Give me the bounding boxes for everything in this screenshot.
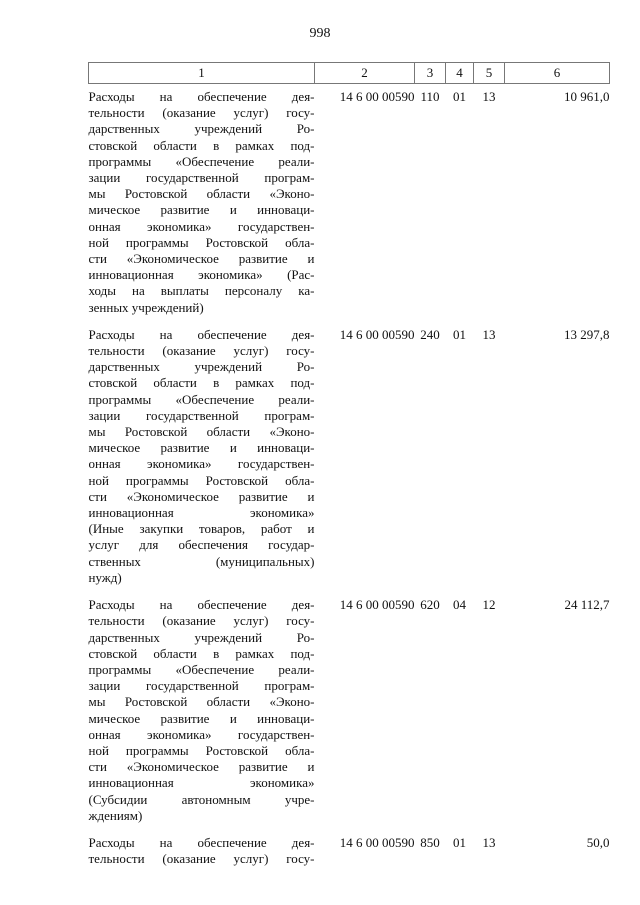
description-line: онная экономика» государствен-	[88, 218, 315, 234]
page-number: 998	[309, 26, 331, 41]
subsection-code: 13	[482, 834, 496, 850]
target-article-code: 14 6 00 00590	[339, 89, 415, 104]
row-description	[89, 322, 315, 592]
description-line: мы Ростовской области «Эконо-	[88, 186, 315, 202]
row-description	[89, 830, 315, 873]
subsection-code: 12	[482, 597, 496, 613]
description-line: стовской области в рамках под-	[88, 645, 315, 661]
amount-value: 50,0	[586, 834, 610, 850]
subsection-code: 13	[482, 326, 496, 342]
subsection-code: 13	[482, 89, 496, 104]
description-line: Расходы на обеспечение дея-	[88, 834, 315, 850]
description-line: зенных учреждений)	[88, 299, 204, 315]
expense-type-code: 240	[420, 326, 440, 342]
table-row	[89, 84, 610, 322]
description-line: инновационная экономика»	[88, 505, 315, 521]
column-header: 2	[315, 63, 415, 84]
description-line: программы «Обеспечение реали-	[88, 153, 315, 169]
description-line: ственных (муниципальных)	[88, 553, 315, 569]
description-line: инновационная экономика» (Рас-	[88, 267, 315, 283]
description-line: мическое развитие и инноваци-	[88, 710, 315, 726]
description-line: зации государственной програм-	[88, 678, 315, 694]
description-line: ной программы Ростовской обла-	[88, 472, 315, 488]
row-description	[89, 84, 315, 322]
amount-value: 24 112,7	[564, 597, 610, 613]
table-row	[89, 830, 610, 873]
section-code: 01	[453, 326, 466, 342]
description-line: ждениям)	[88, 807, 143, 823]
description-line: программы «Обеспечение реали-	[88, 391, 315, 407]
budget-table	[88, 62, 610, 873]
description-line: мическое развитие и инноваци-	[88, 202, 315, 218]
description-line: сти «Экономическое развитие и	[88, 488, 315, 504]
section-code: 04	[453, 597, 466, 613]
target-article-code: 14 6 00 00590	[339, 326, 415, 342]
description-line: тельности (оказание услуг) госу-	[88, 343, 315, 359]
table-row	[89, 322, 610, 592]
description-line: онная экономика» государствен-	[88, 726, 315, 742]
description-line: дарственных учреждений Ро-	[88, 121, 315, 137]
section-code: 01	[453, 834, 466, 850]
description-line: нужд)	[88, 569, 122, 585]
column-header: 6	[505, 63, 610, 84]
description-line: дарственных учреждений Ро-	[88, 359, 315, 375]
description-line: онная экономика» государствен-	[88, 456, 315, 472]
target-article-code: 14 6 00 00590	[339, 834, 415, 850]
description-line: стовской области в рамках под-	[88, 375, 315, 391]
description-line: стовской области в рамках под-	[88, 137, 315, 153]
column-header: 3	[415, 63, 446, 84]
description-line: ной программы Ростовской обла-	[88, 742, 315, 758]
description-line: услуг для обеспечения государ-	[88, 537, 315, 553]
table-header-row	[89, 63, 610, 84]
expense-type-code: 620	[420, 597, 440, 613]
description-line: (Иные закупки товаров, работ и	[88, 521, 315, 537]
description-line: тельности (оказание услуг) госу-	[88, 851, 315, 867]
description-line: мы Ростовской области «Эконо-	[88, 694, 315, 710]
description-line: инновационная экономика»	[88, 775, 315, 791]
amount-value: 13 297,8	[564, 326, 610, 342]
expense-type-code: 850	[420, 834, 440, 850]
description-line: мическое развитие и инноваци-	[88, 440, 315, 456]
amount-value: 10 961,0	[564, 89, 610, 104]
description-line: Расходы на обеспечение дея-	[88, 89, 315, 104]
column-header: 5	[474, 63, 505, 84]
column-header: 4	[446, 63, 474, 84]
row-description	[89, 592, 315, 830]
description-line: программы «Обеспечение реали-	[88, 661, 315, 677]
target-article-code: 14 6 00 00590	[339, 597, 415, 613]
description-line: мы Ростовской области «Эконо-	[88, 424, 315, 440]
description-line: ходы на выплаты персоналу ка-	[88, 283, 315, 299]
description-line: сти «Экономическое развитие и	[88, 759, 315, 775]
description-line: Расходы на обеспечение дея-	[88, 326, 315, 342]
table-row	[89, 592, 610, 830]
description-line: тельности (оказание услуг) госу-	[88, 105, 315, 121]
description-line: сти «Экономическое развитие и	[88, 251, 315, 267]
description-line: зации государственной програм-	[88, 407, 315, 423]
description-line: тельности (оказание услуг) госу-	[88, 613, 315, 629]
description-line: ной программы Ростовской обла-	[88, 234, 315, 250]
description-line: (Субсидии автономным учре-	[88, 791, 315, 807]
description-line: Расходы на обеспечение дея-	[88, 597, 315, 613]
section-code: 01	[453, 89, 466, 104]
description-line: зации государственной програм-	[88, 170, 315, 186]
expense-type-code: 110	[420, 89, 440, 104]
description-line: дарственных учреждений Ро-	[88, 629, 315, 645]
column-header: 1	[89, 63, 315, 84]
